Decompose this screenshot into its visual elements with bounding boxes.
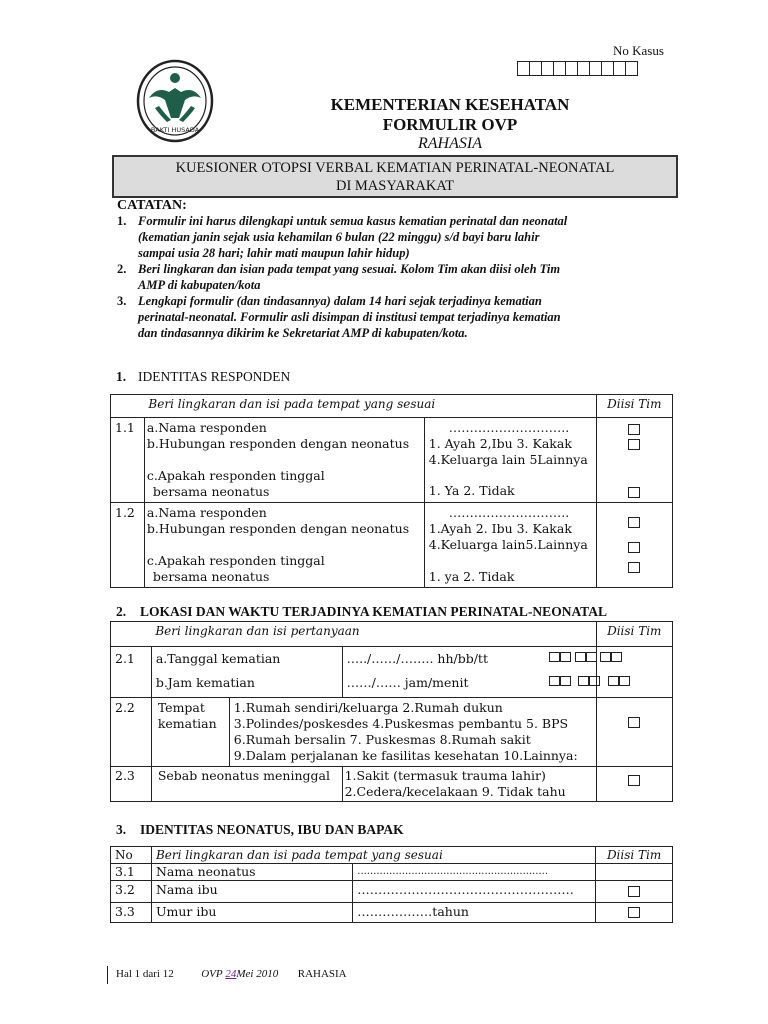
cause-label: Sebab neonatus meninggal — [151, 767, 342, 802]
questionnaire-banner — [112, 155, 678, 198]
q-name: a.Nama responden — [146, 505, 267, 520]
place-option[interactable]: 3.Polindes/poskesdes 4.Puskesmas pembantu 5. BPS — [233, 716, 569, 731]
kasus-digit-box[interactable] — [625, 61, 638, 76]
svg-text:BAKTI HUSADA: BAKTI HUSADA — [150, 126, 200, 134]
q-name: a.Nama responden — [146, 420, 267, 435]
place-option[interactable]: 1.Rumah sendiri/keluarga 2.Rumah dukun — [233, 700, 503, 715]
tim-checkbox[interactable] — [628, 775, 640, 786]
row-id: 2.1 — [111, 647, 152, 698]
a-name[interactable]: ……………………….. — [448, 505, 570, 520]
tim-checkbox[interactable] — [628, 717, 640, 728]
s1-tim-label: Diisi Tim — [596, 395, 672, 418]
section2-table — [110, 621, 673, 802]
row-id: 1.1 — [111, 418, 145, 503]
footer — [116, 968, 347, 980]
q-date: a.Tanggal kematian — [155, 651, 281, 666]
notes-heading: CATATAN: — [117, 198, 187, 213]
section1-table — [110, 394, 673, 588]
q-live-2: bersama neonatus — [152, 569, 270, 584]
s1-instruction: Beri lingkaran dan isi pada tempat yang sesuai — [144, 395, 596, 418]
tim-checkbox[interactable] — [628, 886, 640, 897]
table-row — [111, 767, 673, 802]
section3-heading: 3. IDENTITAS NEONATUS, IBU DAN BAPAK — [116, 822, 404, 837]
footer-date-link[interactable]: 24 — [225, 968, 237, 980]
section2-heading: 2. LOKASI DAN WAKTU TERJADINYA KEMATIAN PERINATAL-NEONATAL — [116, 604, 607, 619]
row-id: 3.2 — [111, 881, 152, 903]
table-row — [111, 647, 673, 698]
table-row — [111, 864, 673, 881]
section1-heading: 1. IDENTITAS RESPONDEN — [116, 369, 291, 384]
footer-divider — [107, 966, 108, 984]
a-relation-2[interactable]: 4.Keluarga lain 5Lainnya — [428, 452, 588, 467]
footer-month-year: Mei 2010 — [236, 968, 279, 980]
cause-option[interactable]: 1.Sakit (termasuk trauma lahir) — [344, 768, 546, 783]
banner-line-2: DI MASYARAKAT — [335, 178, 455, 194]
q-relation: b.Hubungan responden dengan neonatus — [146, 521, 410, 536]
note-item-2: 2. Beri lingkaran dan isian pada tempat yang sesuai. Kolom Tim akan diisi oleh Tim AMP di kabupaten/kota — [117, 262, 561, 292]
q-live: c.Apakah responden tinggal — [146, 553, 325, 568]
a-date[interactable]: …../……/…….. hh/bb/tt — [346, 651, 488, 666]
tim-checkbox[interactable] — [628, 562, 640, 573]
s2-instruction: Beri lingkaran dan isi pertanyaan — [151, 622, 596, 647]
row-id: 3.1 — [111, 864, 152, 881]
table-row — [111, 698, 673, 767]
s2-tim-label: Diisi Tim — [596, 622, 672, 647]
a-name[interactable]: ……………………….. — [448, 420, 570, 435]
row-id: 1.2 — [111, 503, 145, 588]
note-item-3: 3. Lengkapi formulir (dan tindasannya) dalam 14 hari sejak terjadinya kematian perinatal-neonatal. Formulir asli disimpan di institusi tempat terjadinya kematian dan tindasannya dikirim ke Sekretariat AMP di kabupaten/kota. — [117, 294, 561, 340]
row-answer[interactable]: ............................................................ — [353, 864, 596, 881]
tim-checkbox[interactable] — [628, 542, 640, 553]
a-time[interactable]: ……/…… jam/menit — [346, 675, 469, 690]
no-kasus-label: No Kasus — [613, 43, 664, 58]
tim-checkbox[interactable] — [628, 439, 640, 450]
a-relation-1[interactable]: 1.Ayah 2. Ibu 3. Kakak — [428, 521, 572, 536]
form-title: FORMULIR OVP — [382, 115, 518, 134]
place-label-2: kematian — [157, 716, 217, 731]
row-id: 2.3 — [111, 767, 152, 802]
date-time-boxes[interactable] — [596, 647, 672, 698]
a-live[interactable]: 1. ya 2. Tidak — [428, 569, 515, 584]
no-kasus-boxes[interactable] — [518, 61, 638, 76]
row-id: 3.3 — [111, 903, 152, 923]
banner-line-1: KUESIONER OTOPSI VERBAL KEMATIAN PERINATAL-NEONATAL — [175, 160, 615, 176]
row-label: Nama neonatus — [151, 864, 352, 881]
q-live-2: bersama neonatus — [152, 484, 270, 499]
a-relation-2[interactable]: 4.Keluarga lain5.Lainnya — [428, 537, 588, 552]
footer-ovp: OVP — [201, 968, 223, 980]
place-label: Tempat — [157, 700, 205, 715]
notes-list — [117, 213, 697, 341]
row-answer[interactable]: ………………tahun — [353, 903, 596, 923]
row-answer[interactable]: ……………………………………………. — [353, 881, 596, 903]
a-relation-1[interactable]: 1. Ayah 2,Ibu 3. Kakak — [428, 436, 572, 451]
s3-tim-label: Diisi Tim — [596, 847, 673, 864]
ministry-title: KEMENTERIAN KESEHATAN — [330, 95, 570, 114]
tim-checkbox[interactable] — [628, 517, 640, 528]
table-row — [111, 418, 673, 503]
row-id: 2.2 — [111, 698, 152, 767]
a-live[interactable]: 1. Ya 2. Tidak — [428, 483, 515, 498]
s3-instruction: Beri lingkaran dan isi pada tempat yang sesuai — [151, 847, 595, 864]
tim-checkbox[interactable] — [628, 907, 640, 918]
q-time: b.Jam kematian — [155, 675, 255, 690]
place-option[interactable]: 6.Rumah bersalin 7. Puskesmas 8.Rumah sakit — [233, 732, 531, 747]
s3-col-no: No — [111, 847, 152, 864]
place-option[interactable]: 9.Dalam perjalanan ke fasilitas kesehatan 10.Lainnya: — [233, 748, 578, 763]
footer-page: Hal 1 dari 12 — [116, 968, 174, 980]
section3-table — [110, 846, 673, 923]
tim-checkbox[interactable] — [628, 424, 640, 435]
row-label: Umur ibu — [151, 903, 352, 923]
table-row — [111, 503, 673, 588]
cause-option[interactable]: 2.Cedera/kecelakaan 9. Tidak tahu — [344, 784, 566, 799]
q-live: c.Apakah responden tinggal — [146, 468, 325, 483]
table-row — [111, 903, 673, 923]
tim-checkbox[interactable] — [628, 487, 640, 498]
footer-confidential: RAHASIA — [297, 968, 347, 980]
row-label: Nama ibu — [151, 881, 352, 903]
table-row — [111, 881, 673, 903]
confidential-label: RAHASIA — [418, 135, 482, 152]
note-item-1: 1. Formulir ini harus dilengkapi untuk semua kasus kematian perinatal dan neonatal (kematian janin sejak usia kehamilan 6 bulan (22 minggu) s/d bayi baru lahir sampai usia 28 hari; lahir mati maupun lahir hidup) — [117, 214, 568, 260]
q-relation: b.Hubungan responden dengan neonatus — [146, 436, 410, 451]
